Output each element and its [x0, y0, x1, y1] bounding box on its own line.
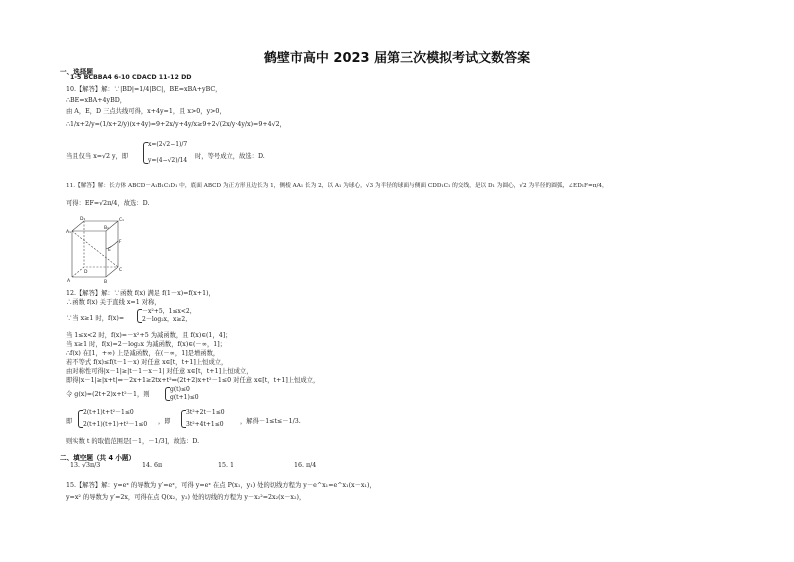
q12-h-2: 2(t+1)(t+1)+t²－1≤0 — [83, 421, 148, 428]
q10-system-y: y=(4−√2)/14 — [148, 157, 188, 164]
choice-answers: 1-5 BCBBA4 6-10 CDACD 11-12 DD — [70, 74, 192, 81]
cuboid-figure — [66, 215, 126, 287]
q10-line-5b: 时，等号成立，故选：D. — [195, 153, 265, 160]
q10-system — [148, 141, 187, 165]
q11-line-2: 可得：EF=√2π/4，故选：D. — [66, 200, 150, 207]
q12-line-9: 即得|x－1|≥|x+t|⇔－2x+1≥2tx+t²⇔(2t+2)x+t²－1≤0 对任意 x∈[t，t+1]上恒成立， — [66, 377, 320, 384]
label-b1: B₁ — [104, 226, 109, 231]
q12-h-1: 2(t+1)t+t²－1≤0 — [83, 409, 134, 416]
label-c: C — [119, 268, 123, 273]
label-d: D — [84, 270, 88, 275]
q12-line-3: ∵当 x≥1 时，f(x)= — [66, 315, 125, 322]
answer-13: 13. √3π/3 — [70, 462, 101, 469]
page-title: 鹤壁市高中 2023 届第三次模拟考试文数答案 — [263, 51, 531, 66]
label-a: A — [67, 279, 71, 284]
q12-h-system — [83, 409, 147, 429]
q15-line-2: y=x² 的导数为 y′=2x，可得在点 Q(x₂，y₂) 处的切线的方程为 y－x₂²=2x₂(x－x₂)， — [66, 494, 306, 501]
q10-line-3: 由 A，E，D 三点共线可得，x+4y=1，且 x>0，y>0， — [66, 108, 226, 115]
q12-line-10: 令 g(x)=(2t+2)x+t²－1，则 — [66, 391, 150, 398]
q12-k-system — [186, 409, 225, 429]
section-heading-choice: 一、选择题 — [60, 68, 93, 76]
q12-line-11c: ，解得－1≤t≤－1/3. — [240, 418, 301, 425]
q12-g-2: g(t+1)≤0 — [170, 394, 199, 401]
q10-line-1: 10.【解答】解：∵|BD|=1/4|BC|，BE=xBA+yBC， — [66, 86, 222, 93]
q12-line-4: 当 1≤x<2 时，f(x)=－x²+5 为减函数，且 f(x)∈(1，4]； — [66, 332, 232, 339]
q12-line-6: ∴f(x) 在[1，+∞) 上是减函数，在(－∞，1]是增函数， — [66, 350, 220, 357]
label-f: F — [119, 240, 122, 245]
q12-line-8: 由对称性可得|x－1|≥|t－1－x－1| 对任意 x∈[t，t+1]上恒成立， — [66, 368, 253, 375]
q12-line-12: 则实数 t 的取值范围是[－1，－1/3]，故选：D. — [66, 438, 200, 445]
section-heading-fill: 二、填空题（共 4 小题） — [60, 454, 136, 462]
q12-line-1: 12.【解答】解：∵函数 f(x) 满足 f(1－x)=f(x+1)， — [66, 290, 215, 297]
q12-line-5: 当 x≥1 时，f(x)=2－log₂x 为减函数，f(x)∈(－∞，1]； — [66, 341, 227, 348]
q10-line-2: ∴BE=xBA+4yBD， — [66, 97, 127, 104]
q12-k-1: 3t²+2t－1≤0 — [186, 409, 225, 416]
label-a1: A₁ — [66, 230, 71, 235]
q12-piece-1: －x²+5，1≤x<2， — [142, 308, 196, 315]
label-d1: D₁ — [80, 217, 86, 222]
q12-piece-2: 2－log₂x，x≥2， — [142, 316, 192, 323]
answer-14: 14. 6π — [142, 462, 163, 469]
label-b: B — [104, 280, 108, 285]
q12-line-11b: ，即 — [158, 418, 171, 425]
q12-line-7: 若不等式 f(x)≤f(t－1－x) 对任意 x∈[t，t+1]上恒成立， — [66, 359, 228, 366]
q15-line-1: 15.【解答】解：y=eˣ 的导数为 y′=eˣ，可得 y=eˣ 在点 P(x₁，y₁) 处的切线方程为 y－e^x₁=e^x₁(x－x₁)， — [66, 482, 376, 489]
q12-g-system — [170, 386, 199, 402]
answer-15: 15. 1 — [218, 462, 235, 469]
q11-line-1: 11.【解答】解：长方体 ABCD－A₁B₁C₁D₁ 中，底面 ABCD 为正方形且边长为 1，侧棱 AA₁ 长为 2，以 A₁ 为球心，√3 为半径的球面与侧面 CDD₁C₁ 的交线，是以 D₁ 为圆心，√2 为半径的圆弧，∠ED₁F=π/4， — [66, 183, 608, 189]
q12-k-2: 3t²+4t+1≤0 — [186, 421, 224, 428]
q12-g-1: g(t)≤0 — [170, 386, 190, 393]
q10-line-4: ∴1/x+2/y=(1/x+2/y)(x+4y)=9+2x/y+4y/x≥9+2√(2x/y·4y/x)=9+4√2， — [66, 121, 286, 128]
q12-line-2: ∴函数 f(x) 关于直线 x=1 对称， — [66, 299, 161, 306]
label-e: E — [108, 248, 111, 253]
q10-system-x: x=(2√2−1)/7 — [148, 141, 188, 148]
label-c1: C₁ — [119, 218, 124, 223]
q12-line-11a: 即 — [66, 418, 73, 425]
q10-line-5a: 当且仅当 x=√2 y，即 — [66, 153, 129, 160]
q12-piecewise — [142, 308, 196, 324]
answer-16: 16. π/4 — [294, 462, 317, 469]
